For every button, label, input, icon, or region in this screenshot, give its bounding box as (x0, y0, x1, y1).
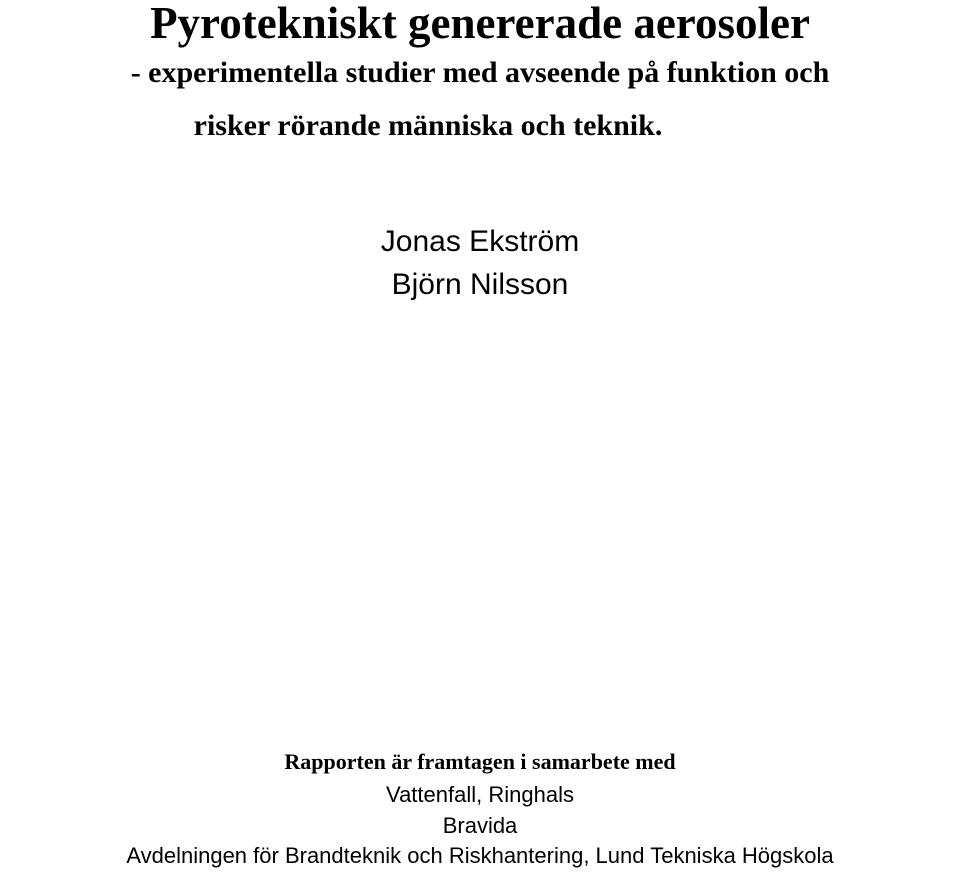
organization-name: Bravida (442, 813, 518, 838)
organization-name: Avdelningen för Brandteknik och Riskhantering, Lund Tekniska Högskola (126, 843, 834, 868)
author-name: Jonas Ekström (380, 225, 580, 258)
collaboration-heading: Rapporten är framtagen i samarbete med (284, 749, 676, 774)
author-name: Björn Nilsson (391, 268, 569, 301)
subtitle-line-1: - experimentella studier med avseende på funktion och (130, 56, 830, 89)
organization-name: Vattenfall, Ringhals (386, 782, 574, 807)
subtitle-line-2: risker rörande människa och teknik. (193, 109, 663, 142)
document-title: Pyrotekniskt genererade aerosoler (150, 0, 810, 48)
